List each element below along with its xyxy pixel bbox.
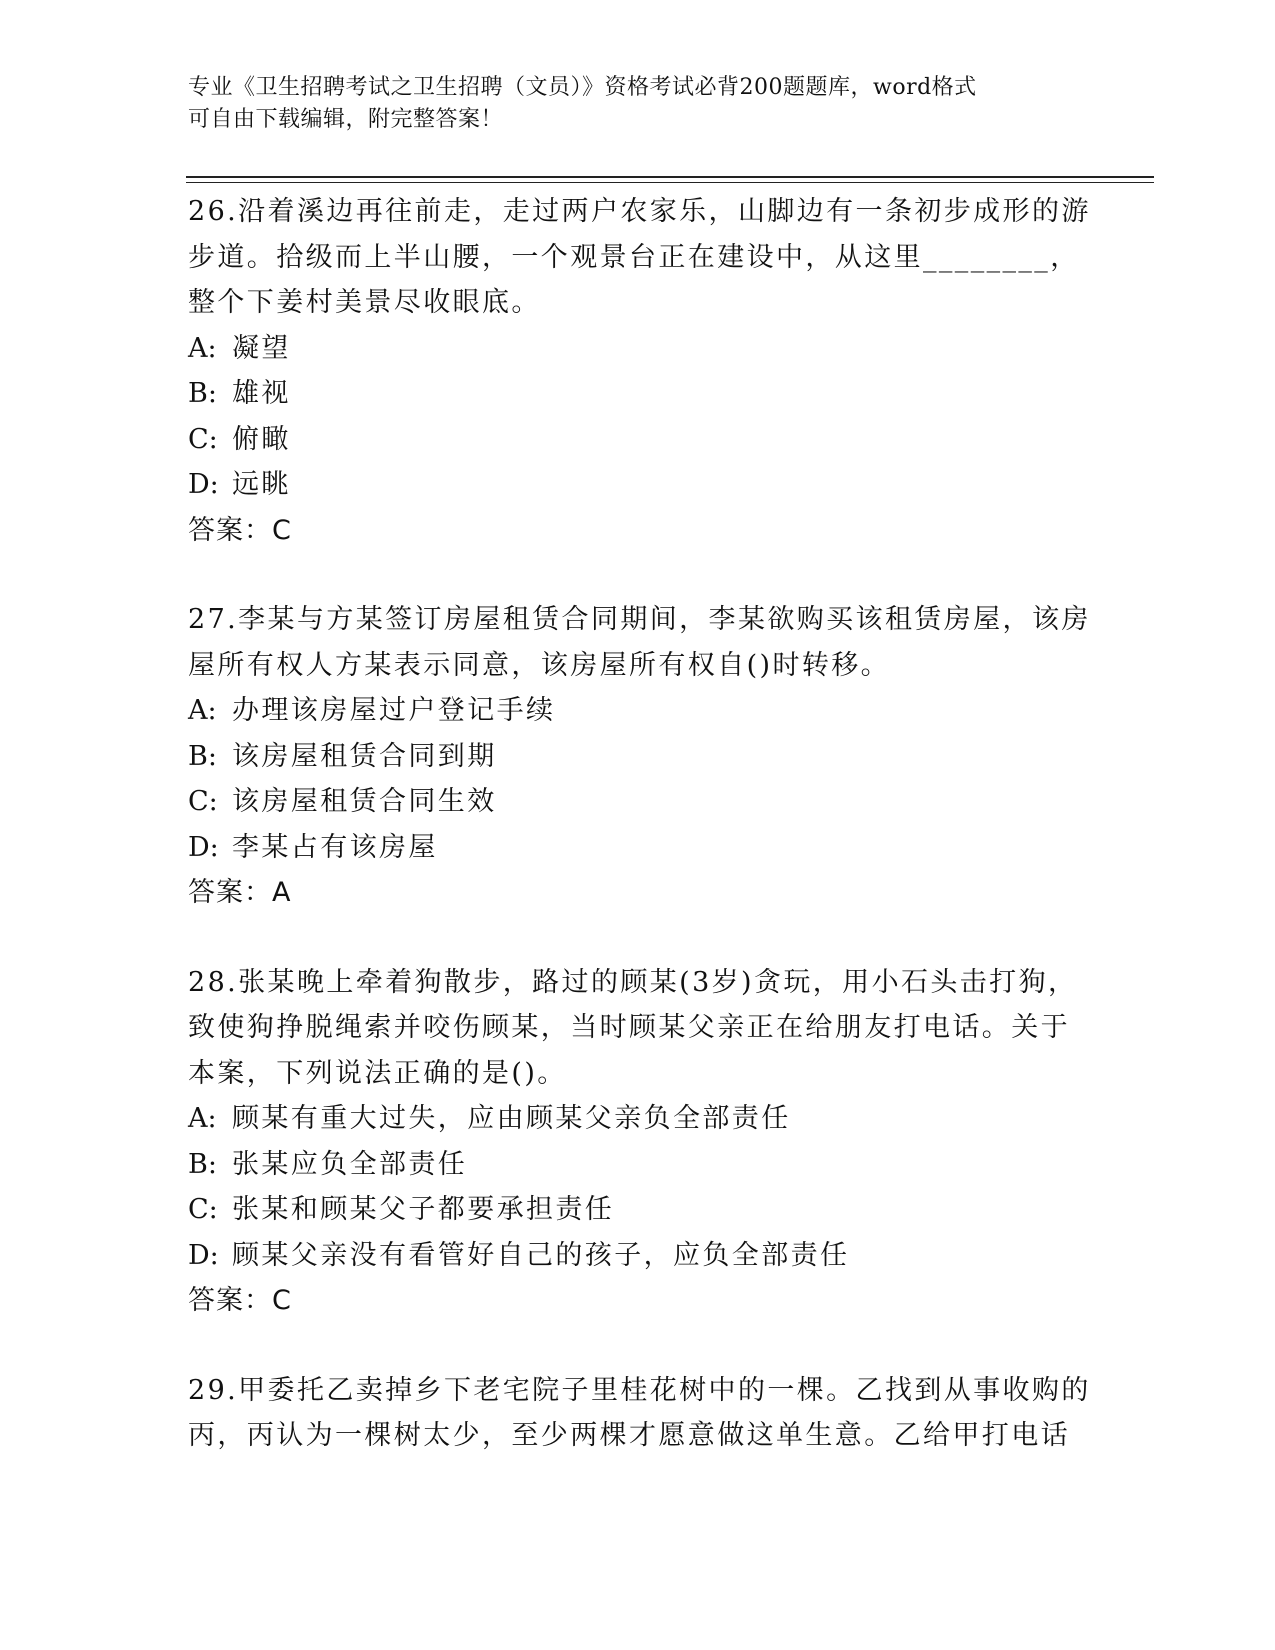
option-letter: A: — [188, 695, 217, 726]
option-letter: B: — [188, 1148, 217, 1180]
question-item — [188, 1368, 1091, 1459]
question-stem-line: 本案，下列说法正确的是()。 — [188, 1057, 567, 1089]
header-title-line-2: 可自由下载编辑，附完整答案！ — [188, 107, 504, 132]
answer-option — [188, 688, 1088, 734]
option-text: 雄视 — [232, 378, 291, 409]
option-text: 凝望 — [232, 332, 291, 364]
answer-option — [188, 371, 1088, 417]
document-header — [188, 72, 1068, 136]
option-letter: D: — [188, 1239, 219, 1271]
answer-option — [188, 417, 1088, 463]
option-text: 该房屋租赁合同到期 — [232, 740, 497, 772]
option-letter: C: — [188, 423, 218, 455]
option-letter: D: — [188, 469, 219, 500]
question-stem-line: 26.沿着溪边再往前走，走过两户农家乐，山脚边有一条初步成形的游 — [188, 196, 1091, 227]
answer-option — [188, 825, 1088, 871]
question-stem-line: 整个下姜村美景尽收眼底。 — [188, 287, 541, 318]
question-item — [188, 960, 1088, 1324]
question-stem-line: 步道。拾级而上半山腰，一个观景台正在建设中，从这里________， — [188, 241, 1080, 273]
answer-option — [188, 1233, 1088, 1279]
question-stem-line: 丙，丙认为一棵树太少，至少两棵才愿意做这单生意。乙给甲打电话 — [188, 1420, 1070, 1451]
answer-option — [188, 1096, 1088, 1142]
question-stem-line: 27.李某与方某签订房屋租赁合同期间，李某欲购买该租赁房屋，该房 — [188, 604, 1091, 635]
option-text: 李某占有该房屋 — [232, 831, 438, 863]
option-letter: D: — [188, 831, 219, 863]
header-title-line-1: 专业《卫生招聘考试之卫生招聘（文员）》资格考试必背200题题库，word格式 — [188, 75, 977, 100]
question-item — [188, 597, 1091, 916]
question-stem-line: 28.张某晚上牵着狗散步，路过的顾某(3岁)贪玩，用小石头击打狗， — [188, 966, 1078, 998]
option-letter: B: — [188, 740, 217, 772]
option-text: 顾某有重大过失，应由顾某父亲负全部责任 — [232, 1103, 791, 1134]
option-letter: C: — [188, 1194, 218, 1225]
option-letter: A: — [188, 332, 217, 364]
answer-key: 答案：C — [188, 1285, 292, 1316]
question-stem-line: 致使狗挣脱绳索并咬伤顾某，当时顾某父亲正在给朋友打电话。关于 — [188, 1012, 1070, 1043]
option-text: 张某和顾某父子都要承担责任 — [232, 1194, 615, 1225]
option-letter: A: — [188, 1103, 217, 1134]
option-text: 顾某父亲没有看管好自己的孩子，应负全部责任 — [232, 1239, 850, 1271]
option-letter: C: — [188, 786, 218, 817]
answer-option — [188, 326, 1088, 372]
answer-option — [188, 1142, 1088, 1188]
option-text: 远眺 — [232, 469, 291, 500]
option-text: 该房屋租赁合同生效 — [232, 786, 497, 817]
question-item — [188, 189, 1091, 553]
header-divider-thick — [186, 176, 1154, 178]
question-stem-line: 29.甲委托乙卖掉乡下老宅院子里桂花树中的一棵。乙找到从事收购的 — [188, 1374, 1091, 1406]
option-text: 俯瞰 — [232, 423, 291, 455]
answer-option — [188, 734, 1088, 780]
answer-key: 答案：A — [188, 877, 292, 908]
option-text: 张某应负全部责任 — [232, 1148, 468, 1180]
question-list — [188, 189, 1091, 1503]
question-stem-line: 屋所有权人方某表示同意，该房屋所有权自()时转移。 — [188, 649, 891, 681]
answer-key: 答案：C — [188, 514, 292, 546]
answer-option — [188, 1187, 1088, 1233]
answer-option — [188, 462, 1088, 508]
answer-option — [188, 779, 1088, 825]
option-text: 办理该房屋过户登记手续 — [232, 695, 556, 726]
header-divider-thin — [186, 182, 1154, 183]
option-letter: B: — [188, 378, 217, 409]
